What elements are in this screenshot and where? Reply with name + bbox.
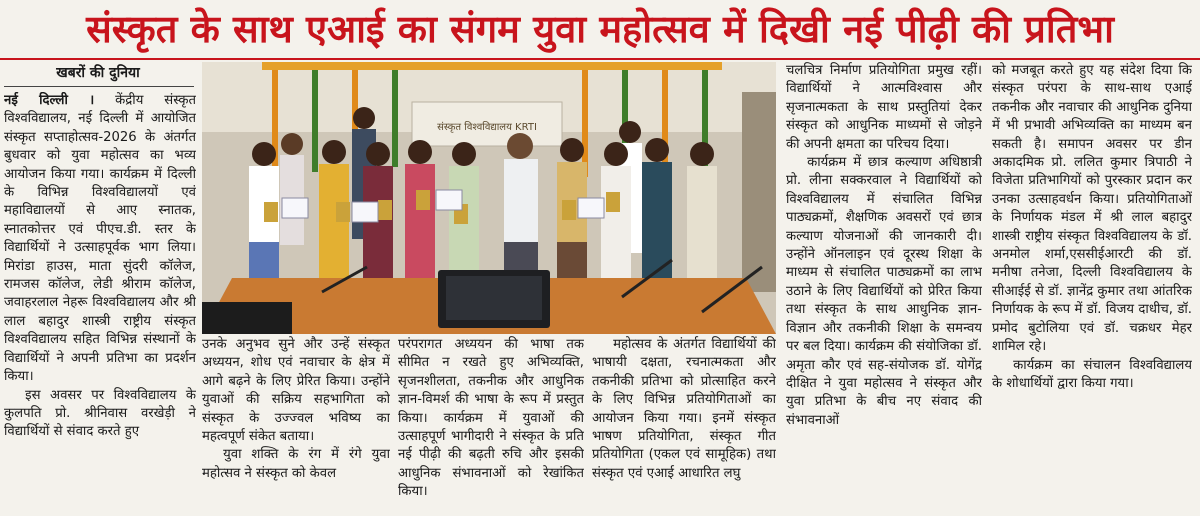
article-column-2 bbox=[202, 336, 390, 512]
article-column-3 bbox=[398, 336, 584, 512]
headline-rule bbox=[0, 58, 1200, 60]
group-photo-illustration bbox=[202, 62, 776, 334]
headline: संस्कृत के साथ एआई का संगम युवा महोत्सव में दिखी नई पीढ़ी की प्रतिभा bbox=[86, 7, 1114, 51]
microphone-base bbox=[202, 302, 292, 334]
byline: खबरों की दुनिया bbox=[56, 65, 140, 81]
article-paragraph: कार्यक्रम में छात्र कल्याण अधिष्ठात्री प्रो. लीना सक्करवाल ने विद्यार्थियों को विश्वविद्यालय में संचालित विभिन्न पाठ्यक्रमों, शैक्षणिक अवसरों एवं छात्र कल्याण योजनाओं की जानकारी दी। उन्होंने ऑनलाइन एवं दूरस्थ शिक्षा के माध्यम से संचालित पाठ्यक्रमों का लाभ उठाने के लिए विद्यार्थियों को प्रेरित किया तथा संस्कृत के साथ आधुनिक ज्ञान-विज्ञान और तकनीकी शिक्षा के समन्वय पर बल दिया। कार्यक्रम की संयोजिका डॉ. अमृता कौर एवं सह-संयोजक डॉ. योगेंद्र दीक्षित ने युवा महोत्सव ने संस्कृत और युवा प्रतिभा के बीच नए संवाद की संभावनाओं bbox=[786, 155, 982, 428]
article-paragraph: युवा शक्ति के रंग में रंगे युवा महोत्सव ने संस्कृत को केवल bbox=[202, 447, 390, 481]
article-paragraph: चलचित्र निर्माण प्रतियोगिता प्रमुख रहीं। विद्यार्थियों ने आत्मविश्वास और सृजनात्मकता के साथ प्रस्तुतियां देकर संस्कृत को आधुनिक माध्यमों से जोड़ने की अपनी क्षमता का परिचय दिया। bbox=[786, 63, 982, 152]
article-column-5 bbox=[786, 62, 982, 512]
paragraph-text: केंद्रीय संस्कृत विश्वविद्यालय, नई दिल्ली में आयोजित संस्कृत सप्ताहोत्सव-2026 के अंतर्गत बुधवार को युवा महोत्सव का भव्य आयोजन किया गया। कार्यक्रम में दिल्ली के विभिन्न विश्वविद्यालयों एवं महाविद्यालयों से आए स्नातक, स्नातकोत्तर एवं पीएच.डी. स्तर के विद्यार्थियों ने उत्साहपूर्वक भाग लिया। मिरांडा हाउस, माता सुंदरी कॉलेज, रामजस कॉलेज, लेडी श्रीराम कॉलेज, जवाहरलाल नेहरू विश्वविद्यालय और श्री लाल बहादुर शास्त्री राष्ट्रीय संस्कृत विश्वविद्यालय सहित विभिन्न संस्थानों के विद्यार्थियों ने अपनी प्रतिभा का प्रदर्शन किया। bbox=[4, 93, 196, 385]
article-paragraph: परंपरागत अध्ययन की भाषा तक सीमित न रखते हुए अभिव्यक्ति, सृजनशीलता, तकनीक और आधुनिक ज्ञान-विमर्श की भाषा के रूप में प्रस्तुत किया। कार्यक्रम में युवाओं की उत्साहपूर्ण भागीदारी ने संस्कृत के प्रति नई पीढ़ी की बढ़ती रुचि और इसकी आधुनिक संभावनाओं को रेखांकित किया। bbox=[398, 337, 584, 500]
article-column-4 bbox=[592, 336, 776, 512]
event-photo bbox=[202, 62, 776, 334]
banner-text: संस्कृत विश्वविद्यालय KRTI bbox=[437, 122, 537, 133]
article-paragraph: इस अवसर पर विश्वविद्यालय के कुलपति प्रो. श्रीनिवास वरखेड़ी ने विद्यार्थियों से संवाद करते हुए bbox=[4, 387, 196, 440]
dateline: नई दिल्ली । bbox=[4, 93, 95, 108]
article-paragraph bbox=[4, 92, 196, 387]
article-column-6 bbox=[992, 62, 1192, 512]
article-column-1 bbox=[4, 92, 196, 512]
article-paragraph: कार्यक्रम का संचालन विश्वविद्यालय के शोधार्थियों द्वारा किया गया। bbox=[992, 357, 1192, 391]
article-paragraph: महोत्सव के अंतर्गत विद्यार्थियों की भाषायी दक्षता, रचनात्मकता और तकनीकी प्रतिभा को प्रोत्साहित करने के लिए विभिन्न प्रतियोगिताओं का आयोजन किया गया। इनमें संस्कृत भाषण प्रतियोगिता, संस्कृत गीत प्रतियोगिता (एकल एवं सामूहिक) तथा संस्कृत एवं एआई आधारित लघु bbox=[592, 337, 776, 481]
article-paragraph: उनके अनुभव सुने और उन्हें संस्कृत अध्ययन, शोध एवं नवाचार के क्षेत्र में आगे बढ़ने के लिए प्रेरित किया। उन्होंने युवाओं की सक्रिय सहभागिता को संस्कृत के उज्ज्वल भविष्य का महत्वपूर्ण संकेत बताया। bbox=[202, 337, 390, 445]
byline-rule bbox=[4, 86, 194, 87]
article-paragraph: को मजबूत करते हुए यह संदेश दिया कि संस्कृत परंपरा के साथ-साथ एआई तकनीक और नवाचार की आधुनिक दुनिया में भी प्रभावी अभिव्यक्ति का माध्यम बन सकती है। समापन अवसर पर डीन अकादमिक प्रो. ललित कुमार त्रिपाठी ने विजेता प्रतिभागियों को पुरस्कार प्रदान कर उनका उत्साहवर्धन किया। प्रतियोगिताओं के निर्णायक मंडल में श्री लाल बहादुर शास्त्री राष्ट्रीय संस्कृत विश्वविद्यालय के डॉ. अनमोल शर्मा,एससीईआरटी की डॉ. मनीषा तनेजा, दिल्ली विश्वविद्यालय के सीआईई से डॉ. ज्ञानेंद्र कुमार तथा आंतरिक निर्णायक के रूप में डॉ. विजय दाधीच, डॉ. प्रमोद बुटोलिया एवं डॉ. चक्रधर मेहर शामिल रहे। bbox=[992, 63, 1192, 355]
door bbox=[742, 92, 776, 292]
